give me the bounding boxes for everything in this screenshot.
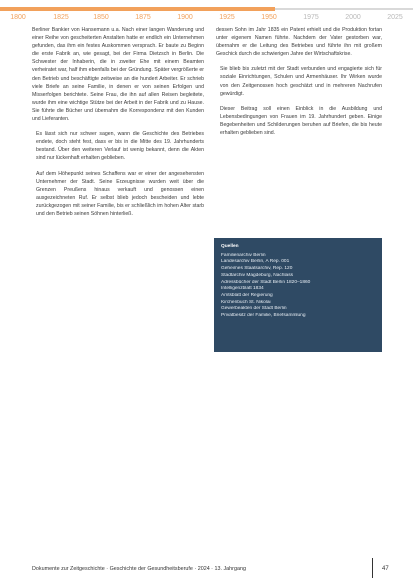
- source-entry: Adressbücher der Stadt Berlin 1820–1860: [221, 279, 311, 285]
- body-paragraph: Es lässt sich nur schwer sagen, wann die Geschichte des Betriebes endete, doch steht fest, dass er bis in die Mitte des 19. Jahrhunderts bestand. Über den weiteren Verlauf ist wenig bekannt, denn die Akten sind nur lückenhaft erhalten geblieben.: [36, 131, 204, 162]
- timeline-year: 1825: [53, 14, 69, 21]
- page-number: 47: [382, 566, 389, 572]
- source-entry: Privatbesitz der Familie, Briefsammlung: [221, 313, 306, 319]
- source-entry: Familienarchiv Berlin: [221, 252, 266, 258]
- timeline-year: 1800: [10, 14, 26, 21]
- page-footer: [32, 564, 382, 576]
- right-column: [216, 26, 382, 144]
- footer-divider: [372, 558, 373, 578]
- timeline-year: 1925: [219, 14, 235, 21]
- timeline-year: 1900: [177, 14, 193, 21]
- source-entry: Gewerbeakten der Stadt Berlin: [221, 306, 287, 312]
- left-column: [32, 26, 204, 225]
- source-entry: Geheimes Staatsarchiv, Rep. 120: [221, 266, 293, 272]
- source-entry: Amtsblatt der Regierung: [221, 292, 273, 298]
- timeline-year: 1875: [135, 14, 151, 21]
- source-entry: Stadtarchiv Magdeburg, Nachlass: [221, 272, 293, 278]
- body-paragraph: Sie blieb bis zuletzt mit der Stadt verbunden und engagierte sich für soziale Einrichtungen, Schulen und Armenhäuser. Ihr Wirken wurde von den Zeitgenossen hoch geschätzt und in mehreren Nachrufen gewürdigt.: [220, 66, 382, 97]
- timeline-progress: [0, 7, 275, 11]
- sources-box-title: Quellen: [221, 244, 239, 249]
- body-paragraph: dessen Sohn im Jahr 1835 ein Patent erhielt und die Produktion fortan unter eigenem Namen führte. Nachdem der Vater gestorben war, übernahm er die Leitung des Betriebes und führte ihn mit großem Geschick durch die schwierigen Jahre der Wirtschaftskrise.: [216, 27, 382, 58]
- body-paragraph: Berliner Bankier von Hansemann u.a. Nach einer langen Wanderung und einer Reihe von gescheiterten Anstalten hatte er endlich ein Unternehmen gefunden, das ihm ein festes Auskommen versprach. Er baute zu Beginn die erste Fabrik an, wie gesagt, bei der Firma Dietzsch in Berlin. Die Schwester der Inhaberin, die in zweiter Ehe mit einem Beamten verheiratet war, half ihm ebenfalls bei der Gründung. Später vergrößerte er den Betrieb und beschäftigte zeitweise an die hundert Arbeiter. Er schrieb viele Briefe an seine Familie, in denen er von seinen Erfolgen und Misserfolgen berichtete. Seine Frau, die ihn auf allen Reisen begleitete, wurde ihm eine wichtige Stütze bei der Arbeit in der Fabrik und zu Hause. Sie führte die Bücher und übernahm die Korrespondenz mit den Kunden und Lieferanten.: [32, 27, 204, 123]
- source-entry: Landesarchiv Berlin, A Rep. 001: [221, 259, 290, 265]
- sources-box: [214, 238, 382, 352]
- footer-publication: Dokumente zur Zeitgeschichte · Geschichte der Gesundheitsberufe · 2024 · 13. Jahrgang: [32, 566, 246, 572]
- timeline-year: 1950: [261, 14, 277, 21]
- body-paragraph: Dieser Beitrag soll einen Einblick in die Ausbildung und Lebensbedingungen von Frauen im 19. Jahrhundert geben. Einige Begebenheiten und Schilderungen beruhen auf Briefen, die bis heute erhalten geblieben sind.: [220, 105, 382, 137]
- timeline-year: 1975: [303, 14, 319, 21]
- timeline-year: 1850: [93, 14, 109, 21]
- body-paragraph: Auf dem Höhepunkt seines Schaffens war er einer der angesehensten Unternehmer der Stadt. Seine Erzeugnisse wurden weit über die Grenzen Preußens hinaus verkauft und genossen einen ausgezeichneten Ruf. Er selbst blieb jedoch bescheiden und lebte zurückgezogen mit seiner Familie, bis er schließlich im hohen Alter starb und den Betrieb seinen Söhnen hinterließ.: [36, 170, 204, 217]
- source-entry: Intelligenzblatt 1834: [221, 286, 264, 292]
- source-entry: Kirchenbuch St. Nikolai: [221, 299, 271, 305]
- timeline-year: 2025: [387, 14, 403, 21]
- timeline-year: 2000: [345, 14, 361, 21]
